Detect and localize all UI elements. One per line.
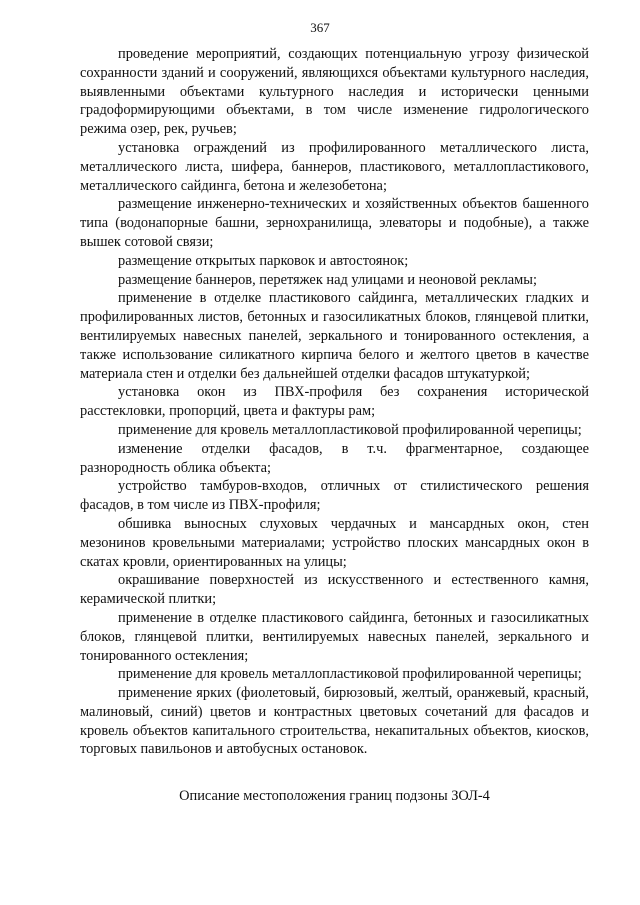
section-heading: Описание местоположения границ подзоны ЗОЛ-4 <box>179 788 490 804</box>
list-item: устройство тамбуров-входов, отличных от стилистического решения фасадов, в том числе из ПВХ-профиля; <box>80 478 589 514</box>
list-item: размещение инженерно-технических и хозяйственных объектов башенного типа (водонапорные башни, зернохранилища, элеваторы и подобные), а также вышек сотовой связи; <box>80 196 589 250</box>
list-item: установка ограждений из профилированного металлического листа, металлического листа, шифера, баннеров, пластикового, металлопластикового, металлического сайдинга, бетона и железобетона; <box>80 139 589 194</box>
list-item: размещение баннеров, перетяжек над улицами и неоновой рекламы; <box>118 271 537 288</box>
list-item: обшивка выносных слуховых чердачных и мансардных окон, стен мезонинов кровельными материалами; устройство плоских мансардных окон в скатах кровли, ориентированных на улицы; <box>80 515 589 570</box>
list-item: установка окон из ПВХ-профиля без сохранения исторической расстекловки, пропорций, цвета и фактуры рам; <box>80 384 589 420</box>
page-number: 367 <box>310 20 330 35</box>
list-item: изменение отделки фасадов, в т.ч. фрагментарное, создающее разнородность облика объекта; <box>80 440 589 476</box>
list-item: размещение открытых парковок и автостоянок; <box>118 252 409 269</box>
list-item: применение для кровель металлопластиковой профилированной черепицы; <box>118 421 582 438</box>
list-item: применение ярких (фиолетовый, бирюзовый, желтый, оранжевый, красный, малиновый, синий) цветов и контрастных цветовых сочетаний для фасадов и кровель объектов капитального строительства, некапитальных объектов, киосков, торговых павильонов и автобусных остановок. <box>80 685 589 758</box>
list-item: применение в отделке пластикового сайдинга, металлических гладких и профилированных листов, бетонных и газосиликатных блоков, глянцевой плитки, вентилируемых навесных панелей, зеркального и тонированного остекления, а также использование силикатного кирпича белого и желтого цветов в качестве материала стен и отделки без дальнейшей отделки фасадов штукатуркой; <box>80 290 589 382</box>
list-item: применение в отделке пластикового сайдинга, бетонных и газосиликатных блоков, глянцевой плитки, вентилируемых навесных панелей, зеркального и тонированного остекления; <box>80 609 589 664</box>
list-item: окрашивание поверхностей из искусственного и естественного камня, керамической плитки; <box>80 572 589 608</box>
document-body <box>80 45 589 759</box>
list-item: проведение мероприятий, создающих потенциальную угрозу физической сохранности зданий и сооружений, являющихся объектами культурного наследия, выявленными объектами культурного наследия и исторически ценными градоформирующими объектами, в том числе изменение гидрологического режима озер, рек, ручьев; <box>80 46 589 138</box>
list-item: применение для кровель металлопластиковой профилированной черепицы; <box>118 666 582 683</box>
